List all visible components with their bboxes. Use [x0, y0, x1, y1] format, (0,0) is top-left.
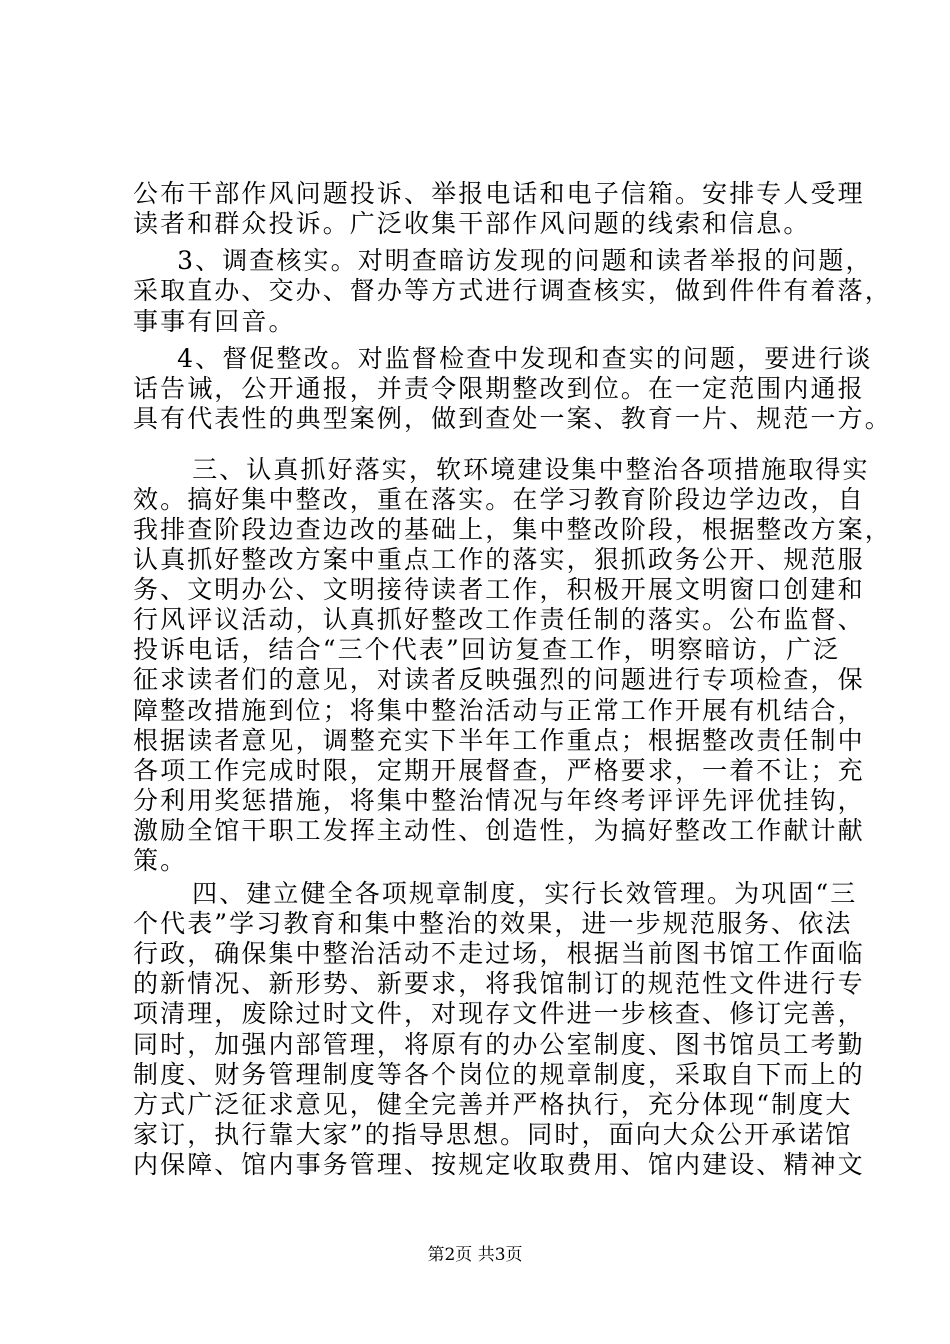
text-line: 事事有回音。: [133, 307, 296, 336]
text-line: 征求读者们的意见，对读者反映强烈的问题进行专项检查，保: [133, 665, 865, 694]
text-line: 家订，执行靠大家”的指导思想。同时，面向大众公开承诺馆: [133, 1120, 853, 1149]
text-line: 激励全馆干职工发挥主动性、创造性，为搞好整改工作献计献: [133, 816, 865, 845]
text-line: 项清理，废除过时文件，对现存文件进一步核查、修订完善，: [133, 999, 865, 1028]
text-line: 效。搞好集中整改，重在落实。在学习教育阶段边学边改，自: [133, 485, 865, 514]
text-line: 各项工作完成时限，定期开展督查，严格要求，一着不让；充: [133, 756, 865, 785]
text-line: 障整改措施到位；将集中整治活动与正常工作开展有机结合，: [133, 696, 865, 725]
text-line: 同时，加强内部管理，将原有的办公室制度、图书馆员工考勤: [133, 1030, 865, 1059]
text-line: 投诉电话，结合“三个代表”回访复查工作，明察暗访，广泛: [133, 635, 841, 664]
text-line: 行风评议活动，认真抓好整改工作责任制的落实。公布监督、: [133, 605, 865, 634]
text-line: 分利用奖惩措施，将集中整治情况与年终考评评先评优挂钩，: [133, 786, 865, 815]
text-line: 公布干部作风问题投诉、举报电话和电子信箱。安排专人受理: [133, 179, 865, 208]
text-line: 话告诫，公开通报，并责令限期整改到位。在一定范围内通报: [133, 374, 865, 403]
text-line: 我排查阶段边查边改的基础上，集中整改阶段，根据整改方案，: [133, 515, 892, 544]
text-line: 采取直办、交办、督办等方式进行调查核实，做到件件有着落，: [133, 276, 892, 305]
text-line: 三、认真抓好落实，软环境建设集中整治各项措施取得实: [165, 455, 870, 484]
text-line: 读者和群众投诉。广泛收集干部作风问题的线索和信息。: [133, 209, 811, 238]
text-line: 四、建立健全各项规章制度，实行长效管理。为巩固“三: [165, 879, 858, 908]
text-line: 个代表”学习教育和集中整治的效果，进一步规范服务、依法: [133, 909, 853, 938]
text-line: 方式广泛征求意见，健全完善并严格执行，充分体现“制度大: [133, 1090, 853, 1119]
text-line: 根据读者意见，调整充实下半年工作重点；根据整改责任制中: [133, 726, 865, 755]
text-line: 策。: [133, 846, 188, 875]
text-line: 内保障、馆内事务管理、按规定收取费用、馆内建设、精神文: [133, 1150, 865, 1179]
text-line: 行政，确保集中整治活动不走过场，根据当前图书馆工作面临: [133, 939, 865, 968]
page-footer: 第2页 共3页: [427, 1245, 523, 1265]
text-line: 务、文明办公、文明接待读者工作，积极开展文明窗口创建和: [133, 575, 865, 604]
text-line: 3、调查核实。对明查暗访发现的问题和读者举报的问题，: [150, 246, 873, 275]
text-line: 认真抓好整改方案中重点工作的落实，狠抓政务公开、规范服: [133, 545, 865, 574]
text-line: 具有代表性的典型案例，做到查处一案、教育一片、规范一方。: [133, 404, 892, 433]
text-line: 制度、财务管理制度等各个岗位的规章制度，采取自下而上的: [133, 1060, 865, 1089]
text-line: 4、督促整改。对监督检查中发现和查实的问题，要进行谈: [150, 344, 873, 373]
text-line: 的新情况、新形势、新要求，将我馆制订的规范性文件进行专: [133, 969, 865, 998]
